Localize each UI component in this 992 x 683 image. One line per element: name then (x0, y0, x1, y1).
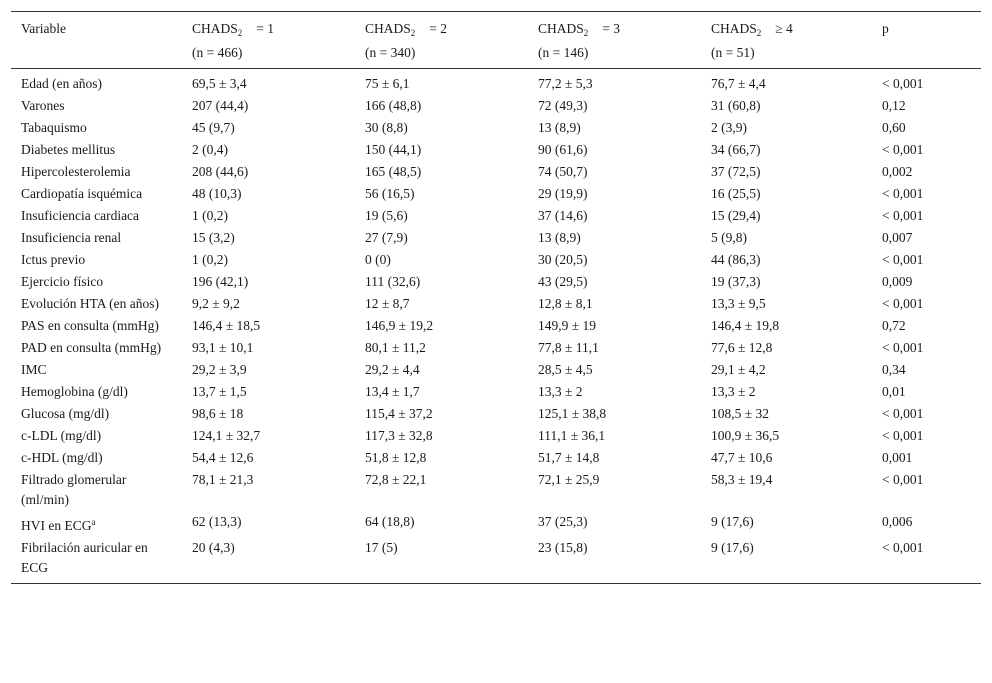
cell-p: 0,002 (882, 164, 913, 179)
cell-chads2-4plus: 37 (72,5) (711, 164, 761, 179)
cell-variable: Filtrado glomerular (ml/min) (21, 472, 127, 507)
table-row (11, 447, 981, 469)
cell-chads2-3: 23 (15,8) (538, 540, 588, 555)
header-chads2-3: $CHADS_2 = 3$ (n = 146) (538, 21, 621, 60)
cell-chads2-2: 111 (32,6) (365, 274, 421, 289)
cell-chads2-3: 13,3 ± 2 (538, 384, 583, 399)
cell-chads2-4plus: 77,6 ± 12,8 (711, 340, 773, 355)
header-variable: Variable (21, 21, 66, 36)
cell-p: 0,34 (882, 362, 906, 377)
cell-variable: Cardiopatía isquémica (21, 186, 143, 201)
table-row (11, 381, 981, 403)
cell-chads2-2: 166 (48,8) (365, 98, 422, 113)
cell-chads2-1: 78,1 ± 21,3 (192, 472, 254, 487)
cell-chads2-3: 77,2 ± 5,3 (538, 76, 593, 91)
cell-chads2-4plus: 34 (66,7) (711, 142, 761, 157)
cell-chads2-2: 115,4 ± 37,2 (365, 406, 433, 421)
cell-p: < 0,001 (882, 142, 924, 157)
cell-chads2-2: 13,4 ± 1,7 (365, 384, 420, 399)
cell-chads2-3: 90 (61,6) (538, 142, 588, 157)
cell-chads2-1: 48 (10,3) (192, 186, 242, 201)
cell-chads2-2: 27 (7,9) (365, 230, 408, 245)
cell-chads2-4plus: 19 (37,3) (711, 274, 761, 289)
cell-p: < 0,001 (882, 472, 924, 487)
cell-variable: Ejercicio físico (21, 274, 104, 289)
cell-chads2-1: 2 (0,4) (192, 142, 228, 157)
table-header (11, 12, 981, 69)
cell-chads2-1: 45 (9,7) (192, 120, 235, 135)
cell-chads2-4plus: 5 (9,8) (711, 230, 747, 245)
cell-chads2-2: 64 (18,8) (365, 514, 415, 529)
table-row (11, 359, 981, 381)
cell-chads2-2: 56 (16,5) (365, 186, 415, 201)
table-row (11, 95, 981, 117)
table-row (11, 425, 981, 447)
table-row (11, 403, 981, 425)
table-row (11, 511, 981, 537)
cell-variable: Varones (21, 98, 65, 113)
cell-chads2-4plus: 47,7 ± 10,6 (711, 450, 773, 465)
cell-p: < 0,001 (882, 428, 924, 443)
cell-chads2-3: 149,9 ± 19 (538, 318, 597, 333)
cell-chads2-1: 69,5 ± 3,4 (192, 76, 247, 91)
cell-chads2-2: 80,1 ± 11,2 (365, 340, 426, 355)
table-row (11, 469, 981, 511)
table-row (11, 271, 981, 293)
cell-p: 0,72 (882, 318, 906, 333)
cell-chads2-3: 111,1 ± 36,1 (538, 428, 606, 443)
table-row (11, 337, 981, 359)
cell-variable: Fibrilación auricular en ECG (21, 540, 148, 575)
cell-variable: c-HDL (mg/dl) (21, 450, 103, 465)
cell-chads2-2: 19 (5,6) (365, 208, 408, 223)
cell-chads2-4plus: 13,3 ± 2 (711, 384, 756, 399)
table-row (11, 249, 981, 271)
cell-chads2-4plus: 31 (60,8) (711, 98, 761, 113)
cell-chads2-1: 146,4 ± 18,5 (192, 318, 261, 333)
cell-chads2-3: 37 (14,6) (538, 208, 588, 223)
table-row (11, 205, 981, 227)
cell-chads2-3: 30 (20,5) (538, 252, 588, 267)
cell-p: < 0,001 (882, 252, 924, 267)
cell-chads2-2: 150 (44,1) (365, 142, 422, 157)
cell-chads2-3: 51,7 ± 14,8 (538, 450, 600, 465)
cell-chads2-2: 0 (0) (365, 252, 391, 267)
cell-chads2-1: 62 (13,3) (192, 514, 242, 529)
cell-p: < 0,001 (882, 340, 924, 355)
cell-chads2-1: 124,1 ± 32,7 (192, 428, 261, 443)
cell-chads2-1: 29,2 ± 3,9 (192, 362, 247, 377)
cell-chads2-3: 74 (50,7) (538, 164, 588, 179)
cell-chads2-1: 1 (0,2) (192, 252, 228, 267)
table-row (11, 69, 981, 96)
header-chads2-4plus: $CHADS_2 \ge 4$ (n = 51) (711, 21, 793, 60)
cell-variable: Ictus previo (21, 252, 86, 267)
header-chads2-1: $CHADS_2 = 1$ (n = 466) (192, 21, 275, 60)
cell-chads2-3: 13 (8,9) (538, 120, 581, 135)
cell-chads2-2: 165 (48,5) (365, 164, 422, 179)
cell-p: 0,007 (882, 230, 913, 245)
cell-chads2-1: 54,4 ± 12,6 (192, 450, 254, 465)
cell-chads2-3: 13 (8,9) (538, 230, 581, 245)
cell-chads2-2: 72,8 ± 22,1 (365, 472, 427, 487)
cell-chads2-3: 72 (49,3) (538, 98, 588, 113)
cell-p: < 0,001 (882, 296, 924, 311)
cell-p: 0,006 (882, 514, 913, 529)
cell-variable: Insuficiencia cardiaca (21, 208, 140, 223)
cell-p: < 0,001 (882, 540, 924, 555)
cell-chads2-2: 117,3 ± 32,8 (365, 428, 433, 443)
cell-chads2-1: 20 (4,3) (192, 540, 235, 555)
cell-chads2-1: 93,1 ± 10,1 (192, 340, 254, 355)
cell-chads2-4plus: 9 (17,6) (711, 540, 754, 555)
table-row (11, 227, 981, 249)
cell-chads2-3: 12,8 ± 8,1 (538, 296, 593, 311)
cell-p: < 0,001 (882, 76, 924, 91)
cell-chads2-3: 125,1 ± 38,8 (538, 406, 607, 421)
cell-p: 0,12 (882, 98, 906, 113)
table-row (11, 183, 981, 205)
cell-chads2-2: 75 ± 6,1 (365, 76, 410, 91)
cell-variable: c-LDL (mg/dl) (21, 428, 102, 443)
cell-variable: HVI en ECG$^a$ (21, 517, 96, 533)
cell-chads2-1: 13,7 ± 1,5 (192, 384, 247, 399)
table-row (11, 293, 981, 315)
cell-chads2-1: 208 (44,6) (192, 164, 249, 179)
cell-chads2-4plus: 58,3 ± 19,4 (711, 472, 773, 487)
cell-chads2-4plus: 44 (86,3) (711, 252, 761, 267)
cell-p: 0,01 (882, 384, 906, 399)
table-row (11, 315, 981, 337)
cell-variable: Insuficiencia renal (21, 230, 122, 245)
cell-chads2-1: 98,6 ± 18 (192, 406, 244, 421)
cell-chads2-3: 77,8 ± 11,1 (538, 340, 599, 355)
cell-variable: PAS en consulta (mmHg) (21, 318, 159, 333)
cell-chads2-2: 146,9 ± 19,2 (365, 318, 434, 333)
cell-p: < 0,001 (882, 186, 924, 201)
cell-chads2-4plus: 29,1 ± 4,2 (711, 362, 766, 377)
cell-chads2-1: 15 (3,2) (192, 230, 235, 245)
cell-chads2-4plus: 13,3 ± 9,5 (711, 296, 766, 311)
table-row (11, 139, 981, 161)
cell-chads2-1: 9,2 ± 9,2 (192, 296, 240, 311)
table-row (11, 117, 981, 139)
cell-chads2-2: 29,2 ± 4,4 (365, 362, 420, 377)
header-row (11, 12, 981, 69)
cell-chads2-3: 43 (29,5) (538, 274, 588, 289)
cell-p: 0,001 (882, 450, 913, 465)
cell-chads2-4plus: 76,7 ± 4,4 (711, 76, 766, 91)
cell-chads2-1: 196 (42,1) (192, 274, 249, 289)
cell-chads2-4plus: 15 (29,4) (711, 208, 761, 223)
cell-chads2-4plus: 16 (25,5) (711, 186, 761, 201)
cell-chads2-2: 12 ± 8,7 (365, 296, 410, 311)
cell-variable: PAD en consulta (mmHg) (21, 340, 162, 355)
cell-variable: Diabetes mellitus (21, 142, 116, 157)
cell-chads2-4plus: 9 (17,6) (711, 514, 754, 529)
cell-chads2-4plus: 100,9 ± 36,5 (711, 428, 780, 443)
cell-p: 0,60 (882, 120, 906, 135)
table-row (11, 161, 981, 183)
cell-variable: IMC (21, 362, 47, 377)
cell-variable: Glucosa (mg/dl) (21, 406, 110, 421)
header-chads2-2: $CHADS_2 = 2$ (n = 340) (365, 21, 448, 60)
cell-chads2-3: 72,1 ± 25,9 (538, 472, 600, 487)
cell-chads2-2: 30 (8,8) (365, 120, 408, 135)
cell-variable: Evolución HTA (en años) (21, 296, 160, 311)
cell-p: < 0,001 (882, 208, 924, 223)
cell-p: 0,009 (882, 274, 913, 289)
table-container (11, 11, 981, 584)
cell-chads2-3: 29 (19,9) (538, 186, 588, 201)
cell-p: < 0,001 (882, 406, 924, 421)
cell-chads2-4plus: 108,5 ± 32 (711, 406, 770, 421)
cell-chads2-4plus: 146,4 ± 19,8 (711, 318, 780, 333)
cell-chads2-2: 51,8 ± 12,8 (365, 450, 427, 465)
cell-chads2-3: 28,5 ± 4,5 (538, 362, 593, 377)
cell-variable: Tabaquismo (21, 120, 87, 135)
cell-variable: Edad (en años) (21, 76, 102, 91)
cell-chads2-1: 1 (0,2) (192, 208, 228, 223)
table-row (11, 537, 981, 584)
table-body (11, 69, 981, 584)
data-table (11, 11, 981, 584)
cell-variable: Hipercolesterolemia (21, 164, 131, 179)
cell-chads2-1: 207 (44,4) (192, 98, 249, 113)
cell-variable: Hemoglobina (g/dl) (21, 384, 128, 399)
footnote-marker: a (91, 517, 96, 527)
cell-chads2-2: 17 (5) (365, 540, 398, 555)
cell-chads2-4plus: 2 (3,9) (711, 120, 747, 135)
cell-chads2-3: 37 (25,3) (538, 514, 588, 529)
header-p: p (882, 21, 889, 36)
